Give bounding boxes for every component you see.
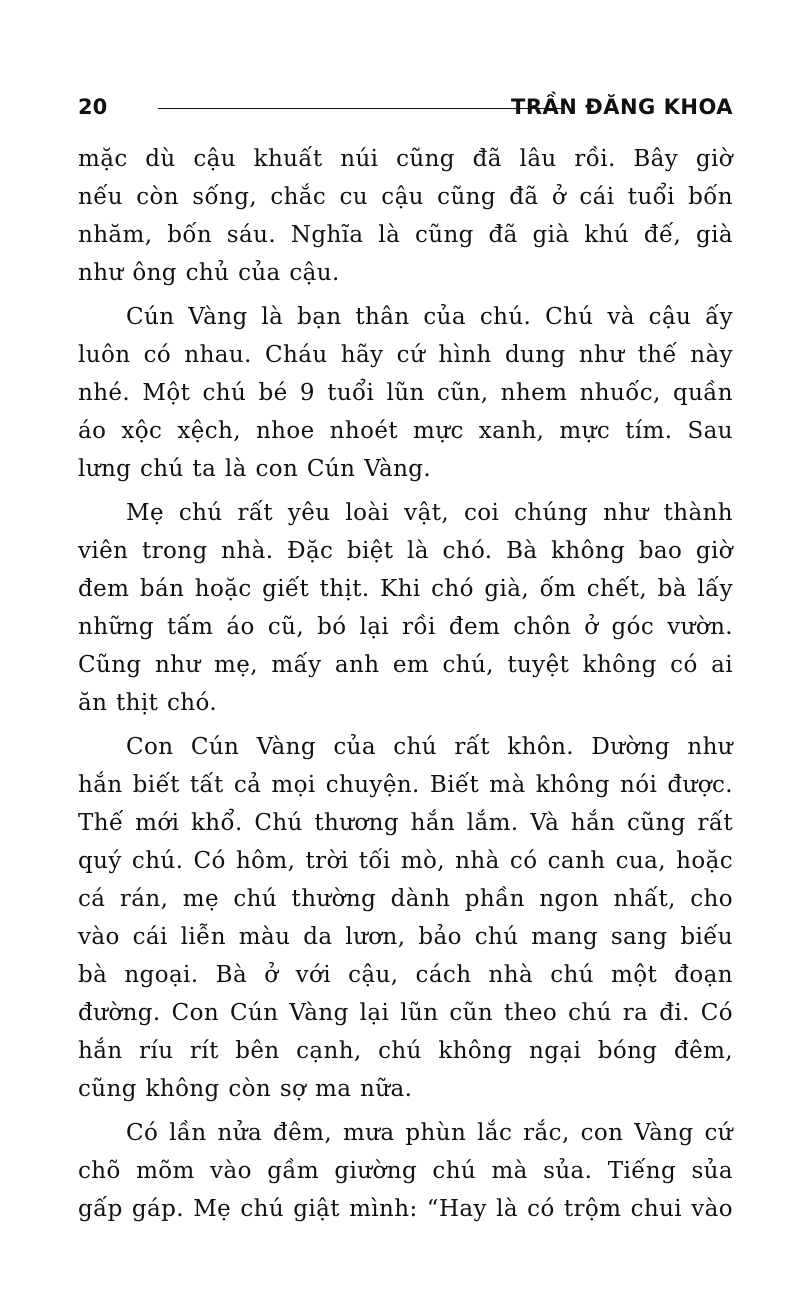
paragraph — [78, 494, 733, 722]
text-line: luôn có nhau. Cháu hãy cứ hình dung như thế này — [78, 342, 733, 368]
text-line: Có lần nửa đêm, mưa phùn lắc rắc, con Vàng cứ — [126, 1120, 733, 1146]
text-line: Con Cún Vàng của chú rất khôn. Dường như — [126, 734, 733, 760]
body-text — [78, 140, 733, 1234]
paragraph — [78, 298, 733, 488]
text-line: nhé. Một chú bé 9 tuổi lũn cũn, nhem nhuốc, quần — [78, 380, 733, 406]
text-line: chõ mõm vào gầm giường chú mà sủa. Tiếng sủa — [78, 1158, 733, 1184]
text-line: những tấm áo cũ, bó lại rồi đem chôn ở góc vườn. — [78, 614, 733, 640]
text-line: mặc dù cậu khuất núi cũng đã lâu rồi. Bây giờ — [78, 146, 733, 172]
text-line: ăn thịt chó. — [78, 690, 218, 716]
text-line: áo xộc xệch, nhoe nhoét mực xanh, mực tím. Sau — [78, 418, 733, 444]
text-line: bà ngoại. Bà ở với cậu, cách nhà chú một đoạn — [78, 962, 733, 988]
text-line: vào cái liễn màu da lươn, bảo chú mang sang biếu — [78, 924, 733, 950]
page-number: 20 — [78, 95, 108, 119]
text-line: đường. Con Cún Vàng lại lũn cũn theo chú ra đi. Có — [78, 1000, 733, 1026]
text-line: nếu còn sống, chắc cu cậu cũng đã ở cái tuổi bốn — [78, 184, 733, 210]
text-line: Cũng như mẹ, mấy anh em chú, tuyệt không có ai — [78, 652, 733, 678]
text-line: viên trong nhà. Đặc biệt là chó. Bà không bao giờ — [78, 538, 733, 564]
running-head — [78, 92, 733, 122]
paragraph — [78, 140, 733, 292]
paragraph — [78, 728, 733, 1108]
text-line: cá rán, mẹ chú thường dành phần ngon nhất, cho — [78, 886, 733, 912]
text-line: Thế mới khổ. Chú thương hắn lắm. Và hắn cũng rất — [78, 810, 733, 836]
header-rule — [158, 108, 563, 109]
text-line: như ông chủ của cậu. — [78, 260, 340, 286]
text-line: hắn ríu rít bên cạnh, chú không ngại bóng đêm, — [78, 1038, 733, 1064]
text-line: nhăm, bốn sáu. Nghĩa là cũng đã già khú đế, già — [78, 222, 733, 248]
text-line: Cún Vàng là bạn thân của chú. Chú và cậu ấy — [126, 304, 733, 330]
text-line: gấp gáp. Mẹ chú giật mình: “Hay là có trộm chui vào — [78, 1196, 733, 1222]
text-line: cũng không còn sợ ma nữa. — [78, 1076, 413, 1102]
text-line: Mẹ chú rất yêu loài vật, coi chúng như thành — [126, 500, 733, 526]
text-line: đem bán hoặc giết thịt. Khi chó già, ốm chết, bà lấy — [78, 576, 733, 602]
text-line: lưng chú ta là con Cún Vàng. — [78, 456, 432, 482]
author-name: TRẦN ĐĂNG KHOA — [511, 95, 733, 119]
paragraph — [78, 1114, 733, 1228]
text-line: hắn biết tất cả mọi chuyện. Biết mà không nói được. — [78, 772, 733, 798]
text-line: quý chú. Có hôm, trời tối mò, nhà có canh cua, hoặc — [78, 848, 733, 874]
